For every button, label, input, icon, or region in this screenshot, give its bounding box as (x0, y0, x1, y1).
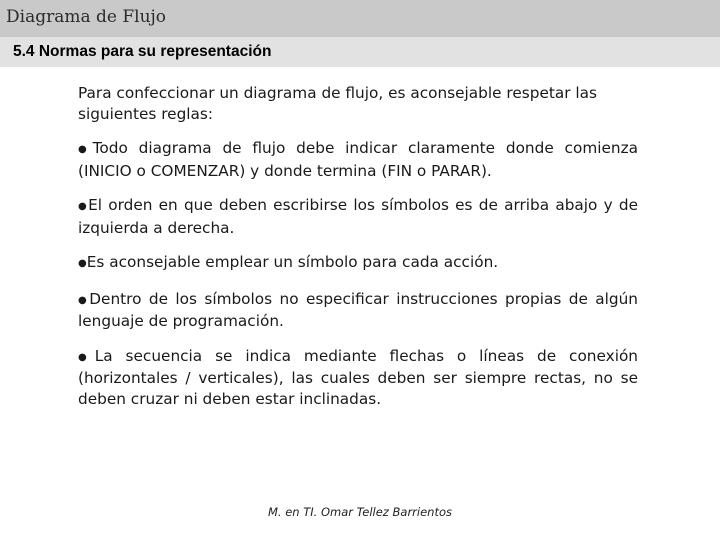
bullet-icon: ● (78, 144, 93, 155)
content-body (78, 83, 638, 423)
rule-item (78, 138, 638, 181)
rule-text: La secuencia se indica mediante flechas o líneas de conexión (horizontales / verticales), las cuales deben ser siempre rectas, no se deben cruzar ni deben estar inclinadas. (78, 346, 638, 408)
rule-item (78, 289, 638, 332)
rule-text: Dentro de los símbolos no especificar instrucciones propias de algún lenguaje de programación. (78, 289, 638, 330)
subtitle-bar (0, 37, 720, 67)
bullet-icon: ● (78, 201, 89, 212)
rule-text: El orden en que deben escribirse los símbolos es de arriba abajo y de izquierda a derecha. (78, 196, 638, 237)
bullet-icon: ● (78, 258, 87, 269)
intro-paragraph: Para confeccionar un diagrama de flujo, es aconsejable respetar las siguientes reglas: (78, 84, 597, 123)
title-bar (0, 0, 720, 37)
rule-item (78, 195, 638, 238)
rule-text: Es aconsejable emplear un símbolo para cada acción. (86, 253, 499, 271)
bullet-icon: ● (78, 294, 90, 306)
section-heading: 5.4 Normas para su representación (13, 43, 272, 60)
rule-text: Todo diagrama de flujo debe indicar claramente donde comienza (INICIO o COMENZAR) y donde termina (FIN o PARAR). (78, 139, 638, 180)
bullet-icon: ● (78, 351, 95, 363)
page-title: Diagrama de Flujo (6, 7, 167, 27)
author-footer: M. en TI. Omar Tellez Barrientos (268, 505, 452, 519)
rule-item (78, 252, 638, 275)
rule-item (78, 346, 638, 410)
